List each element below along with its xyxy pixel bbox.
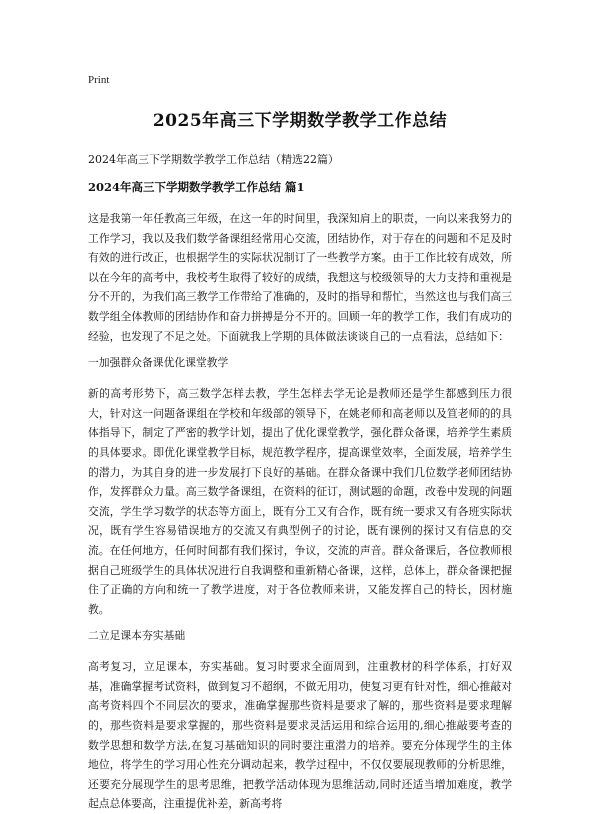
section1-paragraph: 新的高考形势下，高三数学怎样去教，学生怎样去学无论是教师还是学生都感到压力很大，针对这一问题备课组在学校和年级部的领导下，在姚老师和高老师以及笪老师的的具体指导下，制定了严密的教学计划，提出了优化课堂教学，强化群众备课，培养学生素质的具体要求。即优化课堂教学目标，规范教学程序，提高课堂效率，全面发展，培养学生的潜力，为其自身的进一步发展打下良好的基础。在群众备课中我们几位数学老师团结协作，发挥群众力量。高三数学备课组，在资料的征订，测试题的命题，改卷中发现的问题交流，学生学习数学的状态等方面上，既有分工又有合作，既有统一要求又有各班实际状况，既有学生容易错误地方的交流又有典型例子的讨论，既有课例的探讨又有信息的交流。在任何地方，任何时间都有我们探讨，争议，交流的声音。群众备课后，各位教师根据自己班级学生的具体状况进行自我调整和重新精心备课，这样，总体上，群众备课把握住了正确的方向和统一了教学进度，对于各位教师来讲，又能发挥自己的特长，因材施教。 bbox=[88, 387, 512, 616]
section2-paragraph: 高考复习，立足课本，夯实基础。复习时要求全面周到，注重教材的科学体系，打好双基，准确掌握考试资料，做到复习不超纲，不做无用功，使复习更有针对性，细心推敲对高考资料四个不同层次的要求，准确掌握那些资料是要求了解的，那些资料是要求理解的，那些资料是要求掌握的，那些资料是要求灵活运用和综合运用的,细心推敲要考查的数学思想和数学方法,在复习基础知识的同时要注重潜力的培养。要充分体现学生的主体地位，将学生的学习用心性充分调动起来，教学过程中，不仅仅要展现教师的分析思维，还要充分展现学生的思考思维，把教学活动体现为思维活动,同时还适当增加难度，教学起点总体要高，注重提优补差，新高考将 bbox=[88, 660, 512, 811]
print-link[interactable]: Print bbox=[88, 74, 110, 86]
document-title: 2025年高三下学期数学教学工作总结 bbox=[152, 111, 448, 131]
article-heading: 2024年高三下学期数学教学工作总结 篇1 bbox=[88, 180, 305, 194]
section1-heading: 一加强群众备课优化课堂教学 bbox=[88, 356, 229, 370]
section2-heading: 二立足课本夯实基础 bbox=[88, 629, 186, 643]
document-subtitle: 2024年高三下学期数学教学工作总结（精选22篇） bbox=[88, 153, 339, 166]
intro-paragraph: 这是我第一年任教高三年级，在这一年的时间里，我深知肩上的职责，一向以来我努力的工作学习，我以及我们数学备课组经常用心交流，团结协作，对于存在的问题和不足及时有效的进行改正，也根据学生的实际状况制订了一些教学方案。由于工作比较有成效，所以在今年的高考中，我校考生取得了较好的成绩，我想这与校级领导的大力支持和重视是分不开的，为我们高三教学工作带给了准确的，及时的指导和帮忙，当然这也与我们高三数学组全体教师的团结协作和奋力拼搏是分不开的。回顾一年的教学工作，我们有成功的经验，也发现了不足之处。下面就我上学期的具体做法谈谈自己的一点看法，总结如下： bbox=[88, 212, 512, 343]
